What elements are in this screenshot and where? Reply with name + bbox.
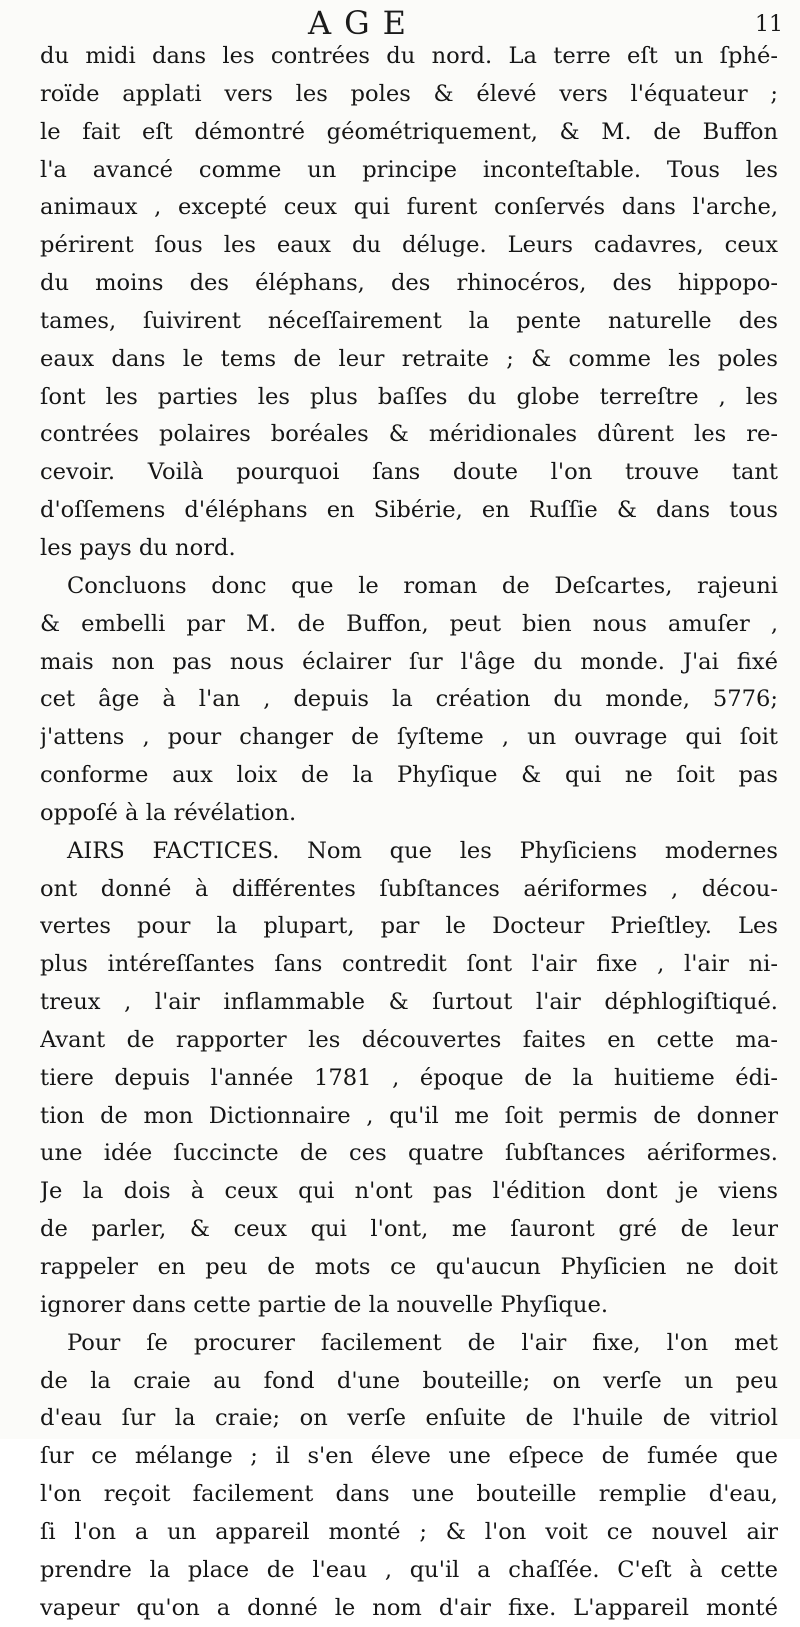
- text-line: prendre la place de l'eau , qu'il a chaſſée. C'eſt à cette: [40, 1556, 778, 1583]
- text-line: AIRS FACTICES. Nom que les Phyſiciens modernes: [67, 837, 778, 864]
- text-line: tion de mon Dictionnaire , qu'il me ſoit permis de donner: [40, 1102, 778, 1129]
- text-line: les pays du nord.: [40, 534, 236, 561]
- text-line: Avant de rapporter les découvertes faites en cette ma-: [40, 1026, 778, 1053]
- text-line: périrent ſous les eaux du déluge. Leurs cadavres, ceux: [40, 232, 778, 259]
- text-line: roïde applati vers les poles & élevé vers l'équateur ;: [40, 80, 778, 107]
- text-line: du midi dans les contrées du nord. La terre eſt un ſphé-: [40, 43, 778, 69]
- text-line: de parler, & ceux qui l'ont, me ſauront gré de leur: [40, 1216, 778, 1243]
- text-line: d'oſſemens d'éléphans en Sibérie, en Ruſſie & dans tous: [40, 497, 778, 524]
- text-line: ſont les parties les plus baſſes du globe terreſtre , les: [40, 383, 778, 410]
- text-line: ſur ce mélange ; il s'en éleve une eſpece de fumée que: [40, 1443, 778, 1470]
- text-line: contrées polaires boréales & méridionales dûrent les re-: [40, 421, 778, 448]
- text-line: eaux dans le tems de leur retraite ; & comme les poles: [40, 345, 778, 372]
- text-line: vertes pour la plupart, par le Docteur Prieſtley. Les: [40, 913, 778, 940]
- text-line: plus intéreſſantes ſans contredit ſont l'air fixe , l'air ni-: [40, 951, 778, 978]
- text-line: Concluons donc que le roman de Deſcartes, rajeuni: [67, 572, 778, 599]
- text-line: ont donné à différentes ſubſtances aériformes , décou-: [40, 875, 778, 902]
- page-number: 11: [755, 12, 783, 37]
- text-line: Je la dois à ceux qui n'ont pas l'édition dont je viens: [40, 1178, 778, 1205]
- text-line: tiere depuis l'année 1781 , époque de la huitieme édi-: [40, 1064, 778, 1091]
- text-line: l'on reçoit facilement dans une bouteille remplie d'eau,: [40, 1481, 778, 1508]
- text-line: du moins des éléphans, des rhinocéros, des hippopo-: [40, 270, 778, 297]
- text-line: j'attens , pour changer de ſyſteme , un ouvrage qui ſoit: [40, 724, 778, 751]
- running-title: AGE: [308, 4, 420, 42]
- text-line: d'eau ſur la craie; on verſe enſuite de l'huile de vitriol: [40, 1405, 778, 1432]
- text-line: ignorer dans cette partie de la nouvelle Phyſique.: [40, 1291, 608, 1318]
- text-line: conforme aux loix de la Phyſique & qui ne ſoit pas: [40, 762, 778, 789]
- text-line: cevoir. Voilà pourquoi ſans doute l'on trouve tant: [40, 459, 778, 486]
- body-text: [40, 38, 778, 1627]
- text-line: animaux , excepté ceux qui furent conſervés dans l'arche,: [40, 194, 778, 221]
- text-line: oppoſé à la révélation.: [40, 799, 297, 826]
- text-line: treux , l'air inflammable & ſurtout l'air déphlogiſtiqué.: [40, 989, 778, 1016]
- text-line: & embelli par M. de Buffon, peut bien nous amuſer ,: [40, 610, 778, 637]
- text-line: Pour ſe procurer facilement de l'air fixe, l'on met: [67, 1329, 778, 1356]
- text-line: de la craie au fond d'une bouteille; on verſe un peu: [40, 1367, 778, 1394]
- text-line: vapeur qu'on a donné le nom d'air fixe. L'appareil monté: [40, 1594, 778, 1621]
- text-line: le fait eſt démontré géométriquement, & M. de Buffon: [40, 118, 778, 145]
- text-line: tames, ſuivirent néceſſairement la pente naturelle des: [40, 307, 778, 334]
- text-line: l'a avancé comme un principe inconteſtable. Tous les: [40, 156, 778, 183]
- text-line: une idée ſuccincte de ces quatre ſubſtances aériformes.: [40, 1140, 778, 1167]
- text-line: rappeler en peu de mots ce qu'aucun Phyſicien ne doit: [40, 1254, 778, 1280]
- text-line: ſi l'on a un appareil monté ; & l'on voit ce nouvel air: [40, 1518, 778, 1545]
- page-header: [0, 4, 800, 42]
- text-line: cet âge à l'an , depuis la création du monde, 5776;: [40, 686, 778, 713]
- text-line: mais non pas nous éclairer ſur l'âge du monde. J'ai fixé: [40, 648, 778, 675]
